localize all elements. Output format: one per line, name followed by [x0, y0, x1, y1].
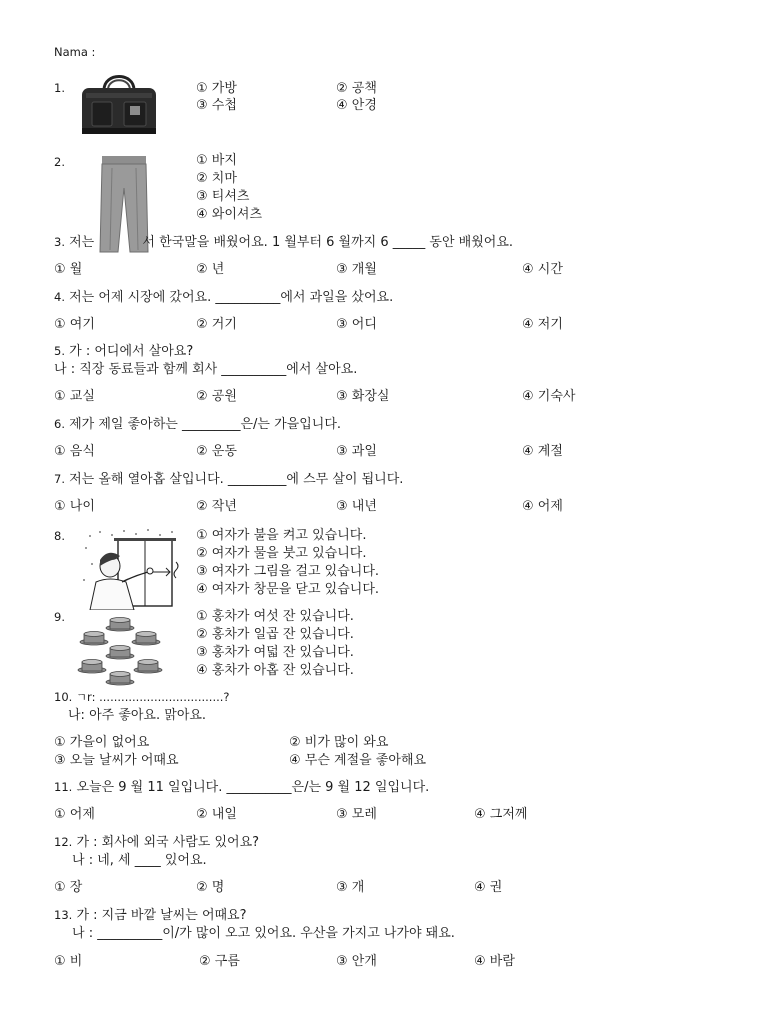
- question-10-option-4[interactable]: ④ 무슨 계절을 좋아해요: [289, 753, 427, 768]
- question-7-option-3[interactable]: ③ 내년: [336, 499, 377, 514]
- bag-picture: [78, 66, 160, 138]
- question-1-option-4[interactable]: ④ 안경: [336, 98, 377, 113]
- question-8-number: 8.: [54, 529, 65, 543]
- woman-window-picture: [78, 526, 186, 610]
- question-1-number: 1.: [54, 81, 65, 95]
- tea-cups-picture: [72, 612, 168, 688]
- question-2-option-1[interactable]: ① 바지: [196, 153, 237, 168]
- question-11-stem: [54, 779, 429, 797]
- question-10-number: 10.: [54, 690, 73, 704]
- question-10-option-1[interactable]: ① 가을이 없어요: [54, 735, 150, 750]
- question-13-number: 13.: [54, 908, 73, 922]
- question-13-stem-line-1: [54, 907, 247, 925]
- question-7-option-4[interactable]: ④ 어제: [522, 499, 563, 514]
- question-11-option-3[interactable]: ③ 모레: [336, 807, 377, 822]
- question-4-option-2[interactable]: ② 거기: [196, 317, 237, 332]
- question-4-number: 4.: [54, 290, 65, 304]
- question-7-text: 저는 올해 열아홉 살입니다. _________에 스무 살이 됩니다.: [69, 472, 404, 487]
- question-3-stem-end: 서 한국말을 배웠어요. 1 월부터 6 월까지 6 _____ 동안 배웠어요.: [142, 235, 514, 250]
- question-5-option-2[interactable]: ② 공원: [196, 389, 237, 404]
- question-3-option-3[interactable]: ③ 개월: [336, 262, 377, 277]
- question-12-option-4[interactable]: ④ 권: [474, 880, 503, 895]
- question-2-option-2[interactable]: ② 치마: [196, 171, 237, 186]
- question-12-stem-line-1: [54, 834, 259, 852]
- question-2-option-3[interactable]: ③ 티셔츠: [196, 189, 250, 204]
- question-9-option-3[interactable]: ③ 홍차가 여덟 잔 있습니다.: [196, 645, 354, 660]
- question-6-stem: [54, 416, 341, 434]
- question-3-number: 3.: [54, 235, 65, 249]
- question-8-option-4[interactable]: ④ 여자가 창문을 닫고 있습니다.: [196, 582, 380, 597]
- question-12-option-2[interactable]: ② 명: [196, 880, 225, 895]
- question-12-line-1: 가 : 회사에 외국 사람도 있어요?: [76, 835, 260, 850]
- question-13-line-2: 나 : __________이/가 많이 오고 있어요. 우산을 가지고 나가야 돼요.: [72, 926, 455, 941]
- question-3-stem-start: 저는: [69, 235, 95, 250]
- question-5-option-3[interactable]: ③ 화장실: [336, 389, 390, 404]
- question-4-option-3[interactable]: ③ 어디: [336, 317, 377, 332]
- question-9-option-1[interactable]: ① 홍차가 여섯 잔 있습니다.: [196, 609, 354, 624]
- question-10-stem-line-1: [54, 689, 230, 707]
- question-5-option-1[interactable]: ① 교실: [54, 389, 95, 404]
- question-5-line-1: 가 : 어디에서 살아요?: [69, 344, 194, 359]
- question-13-option-1[interactable]: ① 비: [54, 954, 83, 969]
- question-11-option-4[interactable]: ④ 그저께: [474, 807, 528, 822]
- question-4-option-4[interactable]: ④ 저기: [522, 317, 563, 332]
- question-8-option-3[interactable]: ③ 여자가 그림을 걸고 있습니다.: [196, 564, 380, 579]
- question-5-stem-line-1: [54, 343, 193, 361]
- question-13-option-4[interactable]: ④ 바람: [474, 954, 515, 969]
- question-13-option-3[interactable]: ③ 안개: [336, 954, 377, 969]
- question-6-text: 제가 제일 좋아하는 _________은/는 가을입니다.: [69, 417, 342, 432]
- question-8-option-1[interactable]: ① 여자가 불을 켜고 있습니다.: [196, 528, 367, 543]
- question-3-option-2[interactable]: ② 년: [196, 262, 225, 277]
- question-9-number: 9.: [54, 610, 65, 624]
- question-1-option-1[interactable]: ① 가방: [196, 81, 237, 96]
- question-3-option-1[interactable]: ① 월: [54, 262, 83, 277]
- question-1-option-3[interactable]: ③ 수첩: [196, 98, 237, 113]
- question-5-line-2: 나 : 직장 동료들과 함께 회사 __________에서 살아요.: [54, 362, 358, 377]
- question-10-line-2: 나: 아주 좋아요. 맑아요.: [68, 708, 207, 723]
- question-12-option-3[interactable]: ③ 개: [336, 880, 365, 895]
- question-7-number: 7.: [54, 472, 65, 486]
- question-12-number: 12.: [54, 835, 73, 849]
- question-2-number: 2.: [54, 155, 65, 169]
- question-3-option-4[interactable]: ④ 시간: [522, 262, 563, 277]
- question-13-line-1: 가 : 지금 바깥 날씨는 어때요?: [76, 908, 247, 923]
- question-7-stem: [54, 471, 403, 489]
- question-12-line-2: 나 : 네, 세 ____ 있어요.: [72, 853, 207, 868]
- question-7-option-1[interactable]: ① 나이: [54, 499, 95, 514]
- question-11-number: 11.: [54, 780, 73, 794]
- question-10-option-2[interactable]: ② 비가 많이 와요: [289, 735, 389, 750]
- question-4-text: 저는 어제 시장에 갔어요. __________에서 과일을 샀어요.: [69, 290, 394, 305]
- question-11-option-1[interactable]: ① 어제: [54, 807, 95, 822]
- question-12-option-1[interactable]: ① 장: [54, 880, 83, 895]
- question-10-option-3[interactable]: ③ 오늘 날씨가 어때요: [54, 753, 179, 768]
- question-4-stem: [54, 289, 393, 307]
- question-6-option-4[interactable]: ④ 계절: [522, 444, 563, 459]
- name-label: Nama :: [54, 45, 96, 59]
- question-7-option-2[interactable]: ② 작년: [196, 499, 237, 514]
- question-6-option-3[interactable]: ③ 과일: [336, 444, 377, 459]
- question-8-option-2[interactable]: ② 여자가 물을 붓고 있습니다.: [196, 546, 367, 561]
- question-5-option-4[interactable]: ④ 기숙사: [522, 389, 576, 404]
- question-9-option-4[interactable]: ④ 홍차가 아홉 잔 있습니다.: [196, 663, 354, 678]
- question-9-option-2[interactable]: ② 홍차가 일곱 잔 있습니다.: [196, 627, 354, 642]
- question-5-number: 5.: [54, 344, 65, 358]
- question-6-option-1[interactable]: ① 음식: [54, 444, 95, 459]
- question-4-option-1[interactable]: ① 여기: [54, 317, 95, 332]
- question-13-option-2[interactable]: ② 구름: [199, 954, 240, 969]
- question-10-line-1: ㄱr: ..................................?: [75, 690, 230, 704]
- question-6-option-2[interactable]: ② 운동: [196, 444, 237, 459]
- question-11-text: 오늘은 9 월 11 일입니다. __________은/는 9 월 12 일입니다.: [76, 780, 430, 795]
- question-3-stem: [54, 234, 513, 252]
- question-6-number: 6.: [54, 417, 65, 431]
- question-1-option-2[interactable]: ② 공책: [336, 81, 377, 96]
- question-2-option-4[interactable]: ④ 와이셔츠: [196, 207, 263, 222]
- question-11-option-2[interactable]: ② 내일: [196, 807, 237, 822]
